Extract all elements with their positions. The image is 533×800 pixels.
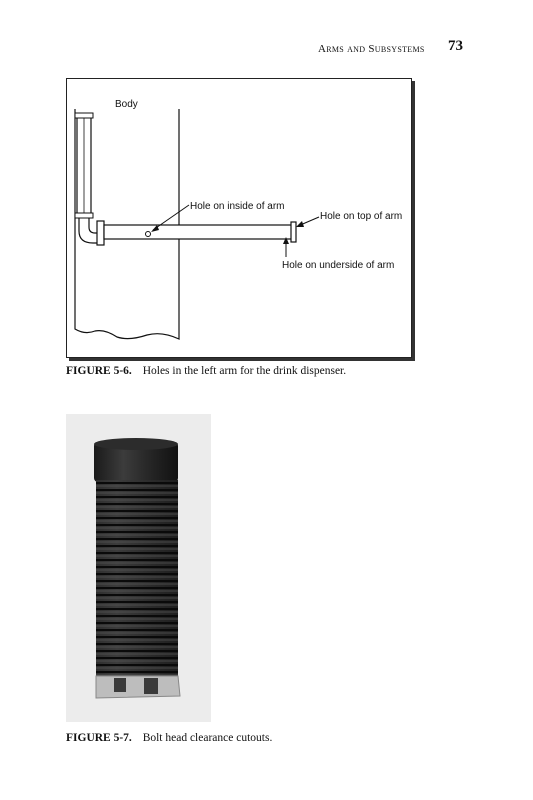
arm-collar	[97, 221, 104, 245]
support-bracket-top	[75, 113, 93, 118]
body-label: Body	[115, 99, 138, 110]
running-title: Arms and Subsystems	[318, 43, 425, 55]
figure-5-7-number: FIGURE 5-7.	[66, 732, 132, 744]
page-number: 73	[448, 38, 463, 54]
arm-diagram-svg	[67, 79, 411, 357]
cutout-notch-right	[144, 678, 158, 694]
figure-5-7-caption	[66, 732, 272, 744]
support-bracket-bottom	[75, 213, 93, 218]
running-head	[318, 41, 425, 56]
sleeve-ribbed-body	[96, 480, 178, 676]
hole-top-label: Hole on top of arm	[320, 211, 403, 222]
figure-5-6-number: FIGURE 5-6.	[66, 365, 132, 377]
figure-5-6-caption	[66, 365, 346, 377]
hole-inside-label: Hole on inside of arm	[190, 201, 285, 212]
figure-5-7-caption-text: Bolt head clearance cutouts.	[142, 732, 273, 744]
arm-end-cap	[291, 222, 296, 242]
figure-5-7-photo	[66, 414, 211, 722]
figure-5-6-diagram	[66, 78, 412, 358]
cutout-base	[96, 676, 180, 698]
figure-5-6-caption-text: Holes in the left arm for the drink dispenser.	[142, 365, 347, 377]
cutout-notch-left	[114, 678, 126, 692]
bolt-sleeve-photo-svg	[66, 414, 211, 722]
hole-underside-label: Hole on underside of arm	[282, 260, 395, 271]
arm-tube	[104, 225, 292, 239]
